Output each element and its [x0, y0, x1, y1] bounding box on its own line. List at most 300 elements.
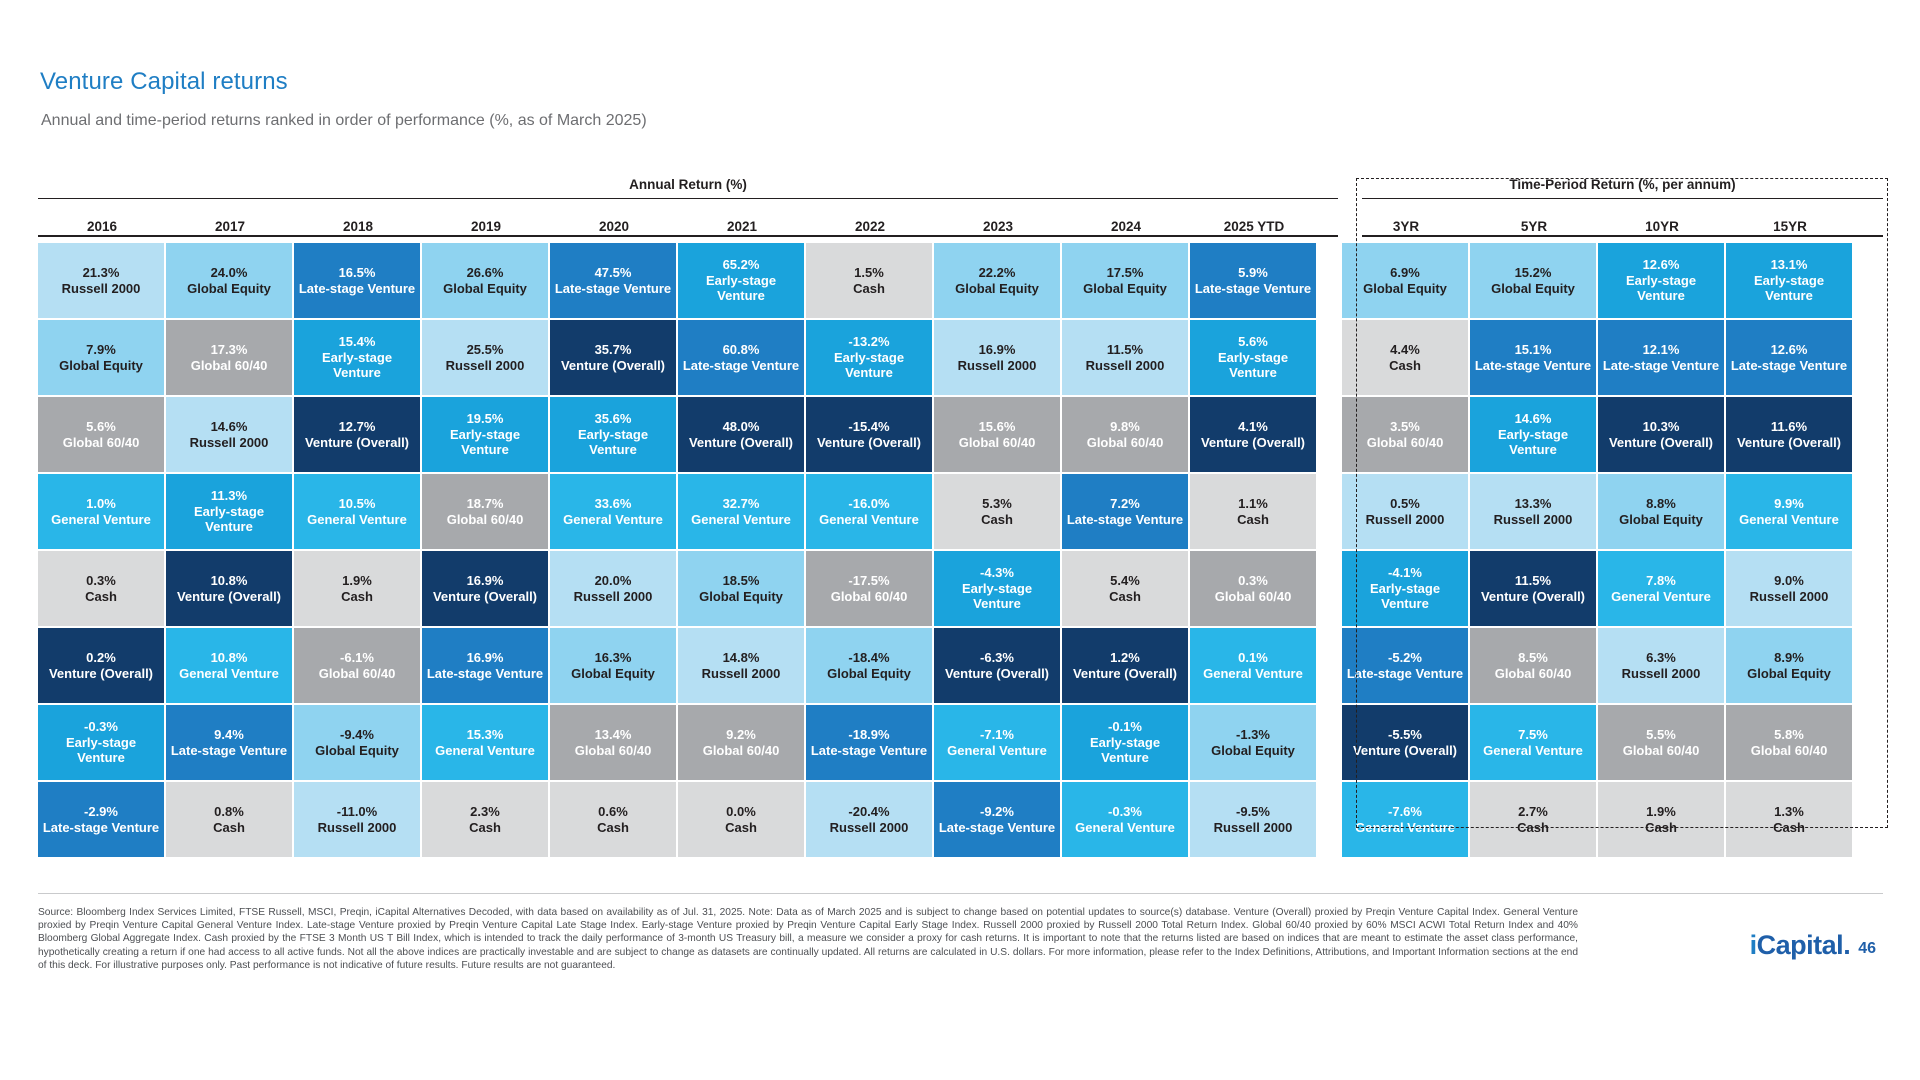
cell-label: General Venture [819, 511, 919, 527]
heatmap-cell [38, 551, 164, 626]
heatmap-cell [1062, 551, 1188, 626]
heatmap-cell [1190, 551, 1316, 626]
heatmap-cell [934, 243, 1060, 318]
cell-label: Early-stage Venture [833, 349, 905, 381]
cell-label: Cash [1237, 511, 1269, 527]
cell-label: Late-stage Venture [682, 357, 800, 373]
cell-label: Late-stage Venture [298, 280, 416, 296]
cell-label: Global 60/40 [1214, 588, 1292, 604]
cell-value: 18.7% [466, 496, 504, 511]
cell-label: Venture (Overall) [1200, 434, 1306, 450]
cell-value: 13.1% [1770, 257, 1808, 273]
cell-label: Russell 2000 [701, 665, 781, 681]
heatmap-cell [38, 705, 164, 780]
heatmap-cell [422, 243, 548, 318]
cell-label: General Venture [179, 665, 279, 681]
cell-label: General Venture [563, 511, 663, 527]
cell-value: 14.6% [1514, 411, 1552, 427]
cell-value: 0.3% [1238, 573, 1268, 588]
cell-label: Russell 2000 [445, 357, 525, 373]
heatmap-cell [1726, 397, 1852, 472]
group-header-annual: Annual Return (%) [629, 176, 747, 192]
heatmap-column-2019 [422, 243, 550, 859]
heatmap-cell [678, 397, 804, 472]
cell-label: Early-stage Venture [1089, 734, 1161, 766]
cell-value: 10.3% [1642, 419, 1680, 434]
cell-value: 12.7% [338, 419, 376, 434]
cell-value: 7.5% [1518, 727, 1548, 742]
heatmap-cell [1062, 243, 1188, 318]
cell-label: General Venture [1075, 819, 1175, 835]
cell-label: Early-stage Venture [193, 503, 265, 535]
heatmap-cell [678, 705, 804, 780]
cell-label: Late-stage Venture [170, 742, 288, 758]
heatmap-cell [1342, 474, 1468, 549]
heatmap-cell [166, 705, 292, 780]
cell-value: 2.3% [470, 804, 500, 819]
cell-value: -18.4% [848, 650, 890, 665]
heatmap-cell [1062, 782, 1188, 857]
cell-label: General Venture [307, 511, 407, 527]
heatmap-cell [1470, 320, 1596, 395]
heatmap-cell [1470, 397, 1596, 472]
source-footnote: Source: Bloomberg Index Services Limited, FTSE Russell, MSCI, Preqin, iCapital Alternatives Decoded, with data based on availability as of Jul. 31, 2025. Note: Data as of March 2025 and is subject to change based on potential updates to source(s) database. Venture (Overall) proxied by Preqin Venture Capital Index. General Venture proxied by Preqin Venture Capital General Venture Index. Late-stage Venture proxied by Preqin Venture Capital Late Stage Index. Early-stage Venture proxied by Preqin Venture Capital Early Stage Index. Russell 2000 proxied by Russell 2000 Total Return Index. Global 60/40 proxied by 60% MSCI ACWI Total Return Index and 40% Bloomberg Global Aggregate Index. Cash proxied by the FTSE 3 Month US T Bill Index, which is intended to track the daily performance of 3-month US Treasury bill, a measure we consider a proxy for cash returns. It is important to note that the returns listed are based on indices that are meant to estimate the asset class performance, hypothetically creating a return if one had access to all active funds. Not all the above indices are practically investable and are subject to change as datasets are continually updated. All returns are calculated in U.S. dollars. For more information, please refer to the Index Definitions, Attributions, and Important Information sections at the end of this deck. For illustrative purposes only. Past performance is not indicative of future results. Future results are not guaranteed. [38, 907, 1578, 971]
group-header-row [38, 172, 1883, 196]
cell-value: 5.4% [1110, 573, 1140, 588]
cell-label: Venture (Overall) [1608, 434, 1714, 450]
cell-value: 1.5% [854, 265, 884, 280]
heatmap-cell [1190, 397, 1316, 472]
cell-value: -9.5% [1236, 804, 1270, 819]
heatmap-cell [678, 782, 804, 857]
cell-value: 8.9% [1774, 650, 1804, 665]
cell-value: 11.6% [1770, 419, 1808, 434]
cell-label: Global 60/40 [1750, 742, 1828, 758]
cell-value: -1.3% [1236, 727, 1270, 742]
cell-label: Global Equity [1211, 742, 1295, 758]
cell-value: 13.3% [1514, 496, 1552, 511]
cell-value: 7.8% [1646, 573, 1676, 588]
heatmap-cell [1062, 397, 1188, 472]
cell-value: -0.3% [1108, 804, 1142, 819]
cell-value: 48.0% [722, 419, 760, 434]
heatmap-column-15yr [1726, 243, 1854, 859]
cell-value: 0.0% [726, 804, 756, 819]
cell-label: Late-stage Venture [1194, 280, 1312, 296]
heatmap-cell [550, 551, 676, 626]
heatmap-cell [1726, 782, 1852, 857]
heatmap-cell [678, 320, 804, 395]
cell-value: 1.0% [86, 496, 116, 511]
heatmap-cell [550, 320, 676, 395]
heatmap-column-2025-ytd [1190, 243, 1318, 859]
cell-value: 1.9% [1646, 804, 1676, 819]
cell-value: 5.3% [982, 496, 1012, 511]
cell-label: Global 60/40 [1622, 742, 1700, 758]
cell-value: -5.5% [1388, 727, 1422, 742]
cell-value: 9.8% [1110, 419, 1140, 434]
heatmap-cell [1470, 243, 1596, 318]
divider-annual-top [38, 198, 1338, 199]
cell-label: Late-stage Venture [938, 819, 1056, 835]
cell-value: 24.0% [210, 265, 248, 280]
heatmap-cell [806, 243, 932, 318]
cell-label: Venture (Overall) [304, 434, 410, 450]
cell-label: Russell 2000 [573, 588, 653, 604]
cell-value: 0.2% [86, 650, 116, 665]
heatmap-cell [550, 705, 676, 780]
cell-value: 35.6% [594, 411, 632, 427]
heatmap-cell [1470, 474, 1596, 549]
heatmap-cell [1726, 243, 1852, 318]
group-header-period: Time-Period Return (%, per annum) [1509, 176, 1736, 192]
cell-label: Venture (Overall) [48, 665, 154, 681]
cell-value: 1.2% [1110, 650, 1140, 665]
heatmap-cell [678, 628, 804, 703]
cell-label: General Venture [947, 742, 1047, 758]
cell-value: 7.2% [1110, 496, 1140, 511]
cell-value: 8.5% [1518, 650, 1548, 665]
heatmap-column-2018 [294, 243, 422, 859]
cell-value: 21.3% [82, 265, 120, 280]
heatmap-cell [166, 243, 292, 318]
heatmap-cell [38, 474, 164, 549]
heatmap-cell [1342, 705, 1468, 780]
heatmap-cell [1062, 628, 1188, 703]
heatmap-cell [1598, 782, 1724, 857]
heatmap-cell [1726, 705, 1852, 780]
heatmap-cell [422, 628, 548, 703]
cell-value: -9.4% [340, 727, 374, 742]
cell-value: -0.3% [84, 719, 118, 735]
cell-label: Russell 2000 [1493, 511, 1573, 527]
heatmap-cell [38, 782, 164, 857]
heatmap-cell [1342, 628, 1468, 703]
cell-label: Late-stage Venture [1602, 357, 1720, 373]
cell-value: 0.3% [86, 573, 116, 588]
cell-label: General Venture [1203, 665, 1303, 681]
cell-label: Cash [725, 819, 757, 835]
cell-label: Russell 2000 [957, 357, 1037, 373]
cell-value: -7.1% [980, 727, 1014, 742]
heatmap-cell [806, 551, 932, 626]
heatmap-cell [1726, 320, 1852, 395]
cell-label: Late-stage Venture [426, 665, 544, 681]
cell-value: -13.2% [848, 334, 890, 350]
cell-label: Early-stage Venture [1497, 426, 1569, 458]
column-header-2017: 2017 [214, 219, 246, 234]
heatmap-cell [1342, 397, 1468, 472]
cell-label: Global Equity [315, 742, 399, 758]
heatmap-cell [1726, 551, 1852, 626]
heatmap-cell [678, 551, 804, 626]
cell-value: 1.1% [1238, 496, 1268, 511]
cell-label: Venture (Overall) [816, 434, 922, 450]
cell-value: 6.9% [1390, 265, 1420, 280]
heatmap-cell [806, 628, 932, 703]
column-header-2024: 2024 [1110, 219, 1142, 234]
cell-value: 5.6% [1238, 334, 1268, 350]
heatmap-cell [1342, 782, 1468, 857]
cell-label: Russell 2000 [1365, 511, 1445, 527]
cell-label: General Venture [1483, 742, 1583, 758]
cell-label: Cash [213, 819, 245, 835]
cell-value: -15.4% [848, 419, 890, 434]
heatmap-cell [166, 320, 292, 395]
cell-value: 15.4% [338, 334, 376, 350]
heatmap-cell [1190, 320, 1316, 395]
cell-label: Global 60/40 [830, 588, 908, 604]
cell-value: 22.2% [978, 265, 1016, 280]
cell-label: Global Equity [187, 280, 271, 296]
heatmap-cell [1726, 628, 1852, 703]
heatmap-cell [678, 474, 804, 549]
cell-label: Cash [1517, 819, 1549, 835]
cell-label: Cash [1109, 588, 1141, 604]
heatmap-cell [1062, 705, 1188, 780]
cell-value: 14.8% [722, 650, 760, 665]
cell-label: General Venture [1611, 588, 1711, 604]
heatmap-cell [806, 474, 932, 549]
heatmap-cell [422, 705, 548, 780]
cell-value: -11.0% [336, 804, 378, 819]
brand-initial: i [1749, 930, 1757, 960]
heatmap-cell [1190, 243, 1316, 318]
cell-value: 16.9% [978, 342, 1016, 357]
cell-value: 8.8% [1646, 496, 1676, 511]
cell-value: -9.2% [980, 804, 1014, 819]
cell-label: Late-stage Venture [810, 742, 928, 758]
cell-value: 4.1% [1238, 419, 1268, 434]
page-number: 46 [1858, 940, 1876, 957]
cell-value: 12.6% [1642, 257, 1680, 273]
brand-rest: Capital [1756, 930, 1844, 960]
cell-value: 5.9% [1238, 265, 1268, 280]
column-header-15yr: 15YR [1773, 219, 1807, 234]
cell-value: 9.4% [214, 727, 244, 742]
cell-value: 1.9% [342, 573, 372, 588]
heatmap-cell [806, 397, 932, 472]
cell-label: Global Equity [59, 357, 143, 373]
heatmap-column-2023 [934, 243, 1062, 859]
cell-value: 2.7% [1518, 804, 1548, 819]
cell-label: Early-stage Venture [65, 734, 137, 766]
cell-label: Russell 2000 [61, 280, 141, 296]
column-header-2022: 2022 [854, 219, 886, 234]
heatmap-cell [166, 551, 292, 626]
returns-heatmap [38, 243, 1854, 859]
cell-value: 19.5% [466, 411, 504, 427]
cell-label: Venture (Overall) [176, 588, 282, 604]
heatmap-cell [166, 782, 292, 857]
heatmap-cell [1598, 474, 1724, 549]
cell-label: Venture (Overall) [1352, 742, 1458, 758]
cell-label: Russell 2000 [189, 434, 269, 450]
page-subtitle: Annual and time-period returns ranked in order of performance (%, as of March 2025) [41, 112, 647, 129]
cell-value: -4.3% [980, 565, 1014, 581]
cell-label: Global 60/40 [1086, 434, 1164, 450]
heatmap-cell [1190, 705, 1316, 780]
column-header-2023: 2023 [982, 219, 1014, 234]
heatmap-cell [1342, 243, 1468, 318]
cell-label: Cash [1773, 819, 1805, 835]
cell-value: 3.5% [1390, 419, 1420, 434]
cell-value: 16.9% [466, 573, 504, 588]
heatmap-cell [294, 705, 420, 780]
matrix-gap [1318, 243, 1342, 859]
heatmap-cell [294, 782, 420, 857]
heatmap-cell [1598, 243, 1724, 318]
heatmap-cell [934, 551, 1060, 626]
heatmap-cell [1470, 551, 1596, 626]
heatmap-cell [934, 628, 1060, 703]
cell-value: 9.0% [1774, 573, 1804, 588]
heatmap-cell [806, 782, 932, 857]
cell-value: 10.8% [210, 650, 248, 665]
heatmap-cell [422, 474, 548, 549]
cell-label: Late-stage Venture [1474, 357, 1592, 373]
heatmap-column-2016 [38, 243, 166, 859]
divider-period-top [1362, 198, 1883, 199]
cell-label: Global 60/40 [1366, 434, 1444, 450]
cell-value: 16.5% [338, 265, 376, 280]
cell-label: Cash [1645, 819, 1677, 835]
brand-logo [1750, 930, 1876, 961]
cell-label: Global Equity [571, 665, 655, 681]
cell-label: Russell 2000 [1621, 665, 1701, 681]
cell-value: -2.9% [84, 804, 118, 819]
heatmap-column-2020 [550, 243, 678, 859]
cell-label: Global 60/40 [1494, 665, 1572, 681]
cell-label: Cash [85, 588, 117, 604]
cell-value: 15.6% [978, 419, 1016, 434]
cell-value: -17.5% [848, 573, 890, 588]
column-header-10yr: 10YR [1645, 219, 1679, 234]
heatmap-cell [1470, 782, 1596, 857]
heatmap-column-2022 [806, 243, 934, 859]
cell-value: 14.6% [210, 419, 248, 434]
heatmap-cell [1598, 705, 1724, 780]
cell-label: Early-stage Venture [1625, 272, 1697, 304]
column-header-2021: 2021 [726, 219, 758, 234]
heatmap-cell [1470, 705, 1596, 780]
cell-label: Global 60/40 [190, 357, 268, 373]
cell-label: Early-stage Venture [449, 426, 521, 458]
column-header-2019: 2019 [470, 219, 502, 234]
cell-value: 47.5% [594, 265, 632, 280]
cell-value: 11.3% [210, 488, 248, 504]
column-header-2025-ytd: 2025 YTD [1223, 219, 1285, 234]
cell-label: Global Equity [827, 665, 911, 681]
cell-value: 7.9% [86, 342, 116, 357]
cell-label: Russell 2000 [317, 819, 397, 835]
cell-label: Cash [1389, 357, 1421, 373]
heatmap-cell [1598, 551, 1724, 626]
cell-label: Global Equity [699, 588, 783, 604]
heatmap-cell [38, 243, 164, 318]
cell-label: Late-stage Venture [1730, 357, 1848, 373]
cell-value: 17.5% [1106, 265, 1144, 280]
cell-label: Global Equity [955, 280, 1039, 296]
cell-label: Global 60/40 [702, 742, 780, 758]
cell-value: 11.5% [1106, 342, 1144, 357]
column-header-3yr: 3YR [1392, 219, 1420, 234]
heatmap-column-10yr [1598, 243, 1726, 859]
heatmap-cell [1190, 628, 1316, 703]
heatmap-cell [422, 397, 548, 472]
cell-label: Cash [597, 819, 629, 835]
heatmap-cell [1342, 320, 1468, 395]
cell-value: 1.3% [1774, 804, 1804, 819]
cell-label: Early-stage Venture [321, 349, 393, 381]
cell-label: Global Equity [1747, 665, 1831, 681]
divider-period-bottom [1362, 235, 1883, 237]
heatmap-cell [422, 551, 548, 626]
cell-label: Late-stage Venture [1346, 665, 1464, 681]
cell-label: Global 60/40 [958, 434, 1036, 450]
heatmap-cell [550, 243, 676, 318]
cell-label: Early-stage Venture [577, 426, 649, 458]
cell-value: 60.8% [722, 342, 760, 357]
heatmap-cell [934, 474, 1060, 549]
cell-value: 5.8% [1774, 727, 1804, 742]
cell-value: 18.5% [722, 573, 760, 588]
cell-label: General Venture [691, 511, 791, 527]
heatmap-cell [422, 320, 548, 395]
heatmap-cell [1598, 320, 1724, 395]
cell-value: 9.2% [726, 727, 756, 742]
column-header-2018: 2018 [342, 219, 374, 234]
cell-label: Venture (Overall) [560, 357, 666, 373]
cell-value: 16.3% [594, 650, 632, 665]
cell-value: -6.3% [980, 650, 1014, 665]
heatmap-cell [1726, 474, 1852, 549]
heatmap-cell [38, 628, 164, 703]
heatmap-cell [294, 551, 420, 626]
cell-label: Cash [853, 280, 885, 296]
cell-value: 13.4% [594, 727, 632, 742]
column-header-2020: 2020 [598, 219, 630, 234]
heatmap-cell [422, 782, 548, 857]
cell-value: 0.6% [598, 804, 628, 819]
cell-label: Cash [469, 819, 501, 835]
cell-label: Global 60/40 [574, 742, 652, 758]
heatmap-cell [934, 705, 1060, 780]
cell-label: Early-stage Venture [961, 580, 1033, 612]
cell-label: Global Equity [1491, 280, 1575, 296]
cell-value: 16.9% [466, 650, 504, 665]
heatmap-cell [38, 320, 164, 395]
cell-value: -16.0% [848, 496, 890, 511]
cell-value: 4.4% [1390, 342, 1420, 357]
heatmap-cell [166, 397, 292, 472]
cell-value: -7.6% [1388, 804, 1422, 819]
heatmap-cell [1190, 474, 1316, 549]
cell-label: Late-stage Venture [1066, 511, 1184, 527]
cell-label: Global 60/40 [446, 511, 524, 527]
cell-value: 6.3% [1646, 650, 1676, 665]
cell-label: Global 60/40 [62, 434, 140, 450]
cell-value: 12.6% [1770, 342, 1808, 357]
heatmap-cell [166, 474, 292, 549]
cell-value: 0.5% [1390, 496, 1420, 511]
cell-label: Global Equity [443, 280, 527, 296]
footer-divider [38, 893, 1883, 894]
heatmap-cell [38, 397, 164, 472]
cell-label: Russell 2000 [1213, 819, 1293, 835]
column-header-5yr: 5YR [1520, 219, 1548, 234]
cell-value: 12.1% [1642, 342, 1680, 357]
